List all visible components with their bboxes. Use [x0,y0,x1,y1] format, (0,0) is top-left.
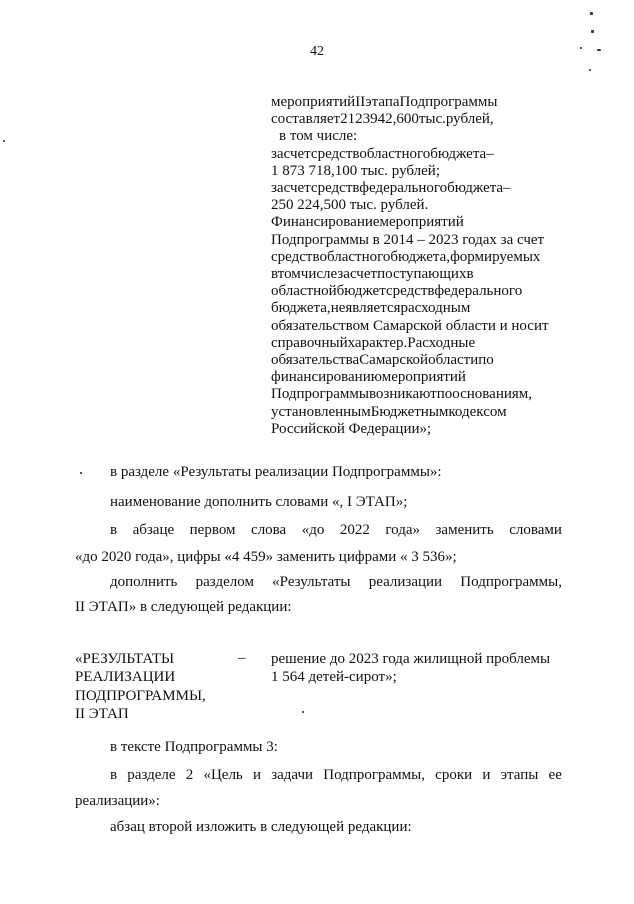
word: разделе [127,767,176,783]
paragraph-replace-line2: «до 2020 года», цифры «4 459» заменить цифрами « 3 536»; [75,549,457,565]
text-line [271,232,559,249]
word: года» [385,522,420,538]
word: 2 [340,111,348,128]
word: по [436,386,453,403]
word: в том числе: [279,128,358,145]
word: за [271,180,284,197]
word: в [110,522,118,538]
word: дополнить [110,574,178,590]
text-line [271,352,559,369]
word: 2022 [339,522,370,538]
word: в [466,266,474,283]
word: за [337,266,350,283]
word: Подпрограммы, [323,767,425,783]
word: финансированию [271,369,382,386]
word: федерального [434,283,523,300]
text-line [271,146,559,163]
word: «до [301,522,325,538]
word: установленным [271,403,371,420]
word: области [428,352,479,369]
scan-speck [597,49,601,51]
results-table-heading [75,650,206,724]
text-line [271,300,559,317]
word: счет [283,180,311,197]
word: характер. [347,334,408,351]
word: тыс. [418,111,446,128]
word: – [486,145,494,162]
word: бюджета [447,180,504,197]
word: Финансирование [271,214,380,231]
word: мероприятий [271,94,356,110]
word: составляет [271,111,341,128]
word: средств [385,283,435,300]
word: абзаце [132,522,175,538]
word: 1 873 718,100 тыс. рублей; [271,162,440,179]
word: счет [283,145,311,162]
paragraph-second-abzats: абзац второй изложить в следующей редакции: [110,819,412,835]
word: кодексом [448,403,507,420]
word: по [478,352,494,369]
word: является [345,300,401,317]
page-number: 42 [310,44,324,59]
heading-line: «РЕЗУЛЬТАТЫ [75,651,175,667]
word: этапы [500,767,539,783]
paragraph-subprogram3: в тексте Подпрограммы 3: [110,739,278,755]
text-line [271,266,559,283]
word: Расходные [407,334,476,351]
paragraph-add-section-line1 [110,573,562,591]
word: средств [310,145,360,162]
scan-speck [580,47,582,49]
word: рублей, [445,111,494,128]
word: заменить [435,522,494,538]
word: бюджета, [271,300,331,317]
word: федерального [359,180,448,197]
word: числе [300,266,338,283]
word: 2 [185,767,194,783]
word: задачи [271,767,314,783]
word: формируемых [450,248,541,265]
paragraph-add-title: наименование дополнить словами «, I ЭТАП»; [110,494,408,510]
word: в [271,266,278,283]
text-line [271,111,559,128]
text-line [271,335,559,352]
word: ее [548,767,562,783]
word: реализации [368,574,443,590]
text-line [271,318,559,335]
text-line [271,163,559,180]
word: и [482,767,491,783]
scan-speck [589,69,591,71]
word: Подпрограммы, [460,574,562,590]
word: средств [310,180,360,197]
word: «Цель [203,767,243,783]
word: первом [189,522,236,538]
paragraph-add-section-line2: II ЭТАП» в следующей редакции: [75,599,292,615]
word: II [355,94,366,110]
word: том [277,266,301,283]
word: Подпрограммы [271,386,369,403]
results-table-dash: – [238,650,246,666]
word: – [503,180,511,197]
text-line [271,197,559,214]
text-line [271,369,559,386]
text-line [271,128,559,145]
word: возникают [368,386,437,403]
text-line [271,249,559,266]
heading-line: II ЭТАП [75,706,129,723]
word: областного [319,248,391,265]
scan-speck [80,472,82,474]
text-line [271,214,559,231]
word: за [271,145,284,162]
word: Подпрограммы в 2014 – 2023 годах за счет [271,231,545,248]
text-line [271,94,559,111]
word: не [330,300,346,317]
word: словами [509,522,562,538]
word: областного [359,145,431,162]
scan-speck [302,711,304,713]
word: счет [349,266,378,283]
scan-speck [3,140,5,142]
word: и [252,767,262,783]
word: мероприятий [379,214,464,231]
word: Самарской [359,352,429,369]
word: 250 224,500 тыс. рублей. [271,197,429,214]
word: мероприятий [381,369,466,386]
word: сроки [435,767,473,783]
word: областной [271,283,337,300]
word: бюджет [336,283,386,300]
word: поступающих [377,266,467,283]
results-table-value-line1: решение до 2023 года жилищной проблемы [271,651,551,667]
text-line [271,386,559,403]
word: Подпрограммы [399,94,498,110]
word: справочный [271,334,348,351]
word: Российской Федерации»; [271,420,432,437]
word: разделом [195,574,254,590]
word: Бюджетным [370,403,449,420]
paragraph-section2-line2: реализации»: [75,793,160,809]
paragraph-replace-line1 [110,521,562,539]
word: этапа [365,94,400,110]
paragraph-results-section: в разделе «Результаты реализации Подпрограммы»: [110,464,442,480]
text-line [271,283,559,300]
text-line [271,421,559,438]
heading-line: ПОДПРОГРАММЫ, [75,687,206,704]
financing-text-block [271,94,559,438]
paragraph-section2-line1 [110,766,562,784]
word: 123 [347,111,371,128]
word: бюджета, [390,248,451,265]
word: расходным [400,300,471,317]
word: бюджета [430,145,487,162]
results-table-value-line2: 1 564 детей-сирот»; [271,669,397,685]
word: обязательством Самарской области и носит [271,317,549,334]
text-line [271,404,559,421]
word: средств [271,248,320,265]
word: «Результаты [272,574,351,590]
text-line [271,180,559,197]
word: в [110,767,118,783]
heading-line: РЕАЛИЗАЦИИ [75,669,176,686]
scan-speck [591,30,594,33]
scan-speck [590,12,593,15]
word: основаниям, [452,386,533,403]
word: обязательства [271,352,360,369]
word: 942,600 [370,111,419,128]
word: слова [251,522,287,538]
